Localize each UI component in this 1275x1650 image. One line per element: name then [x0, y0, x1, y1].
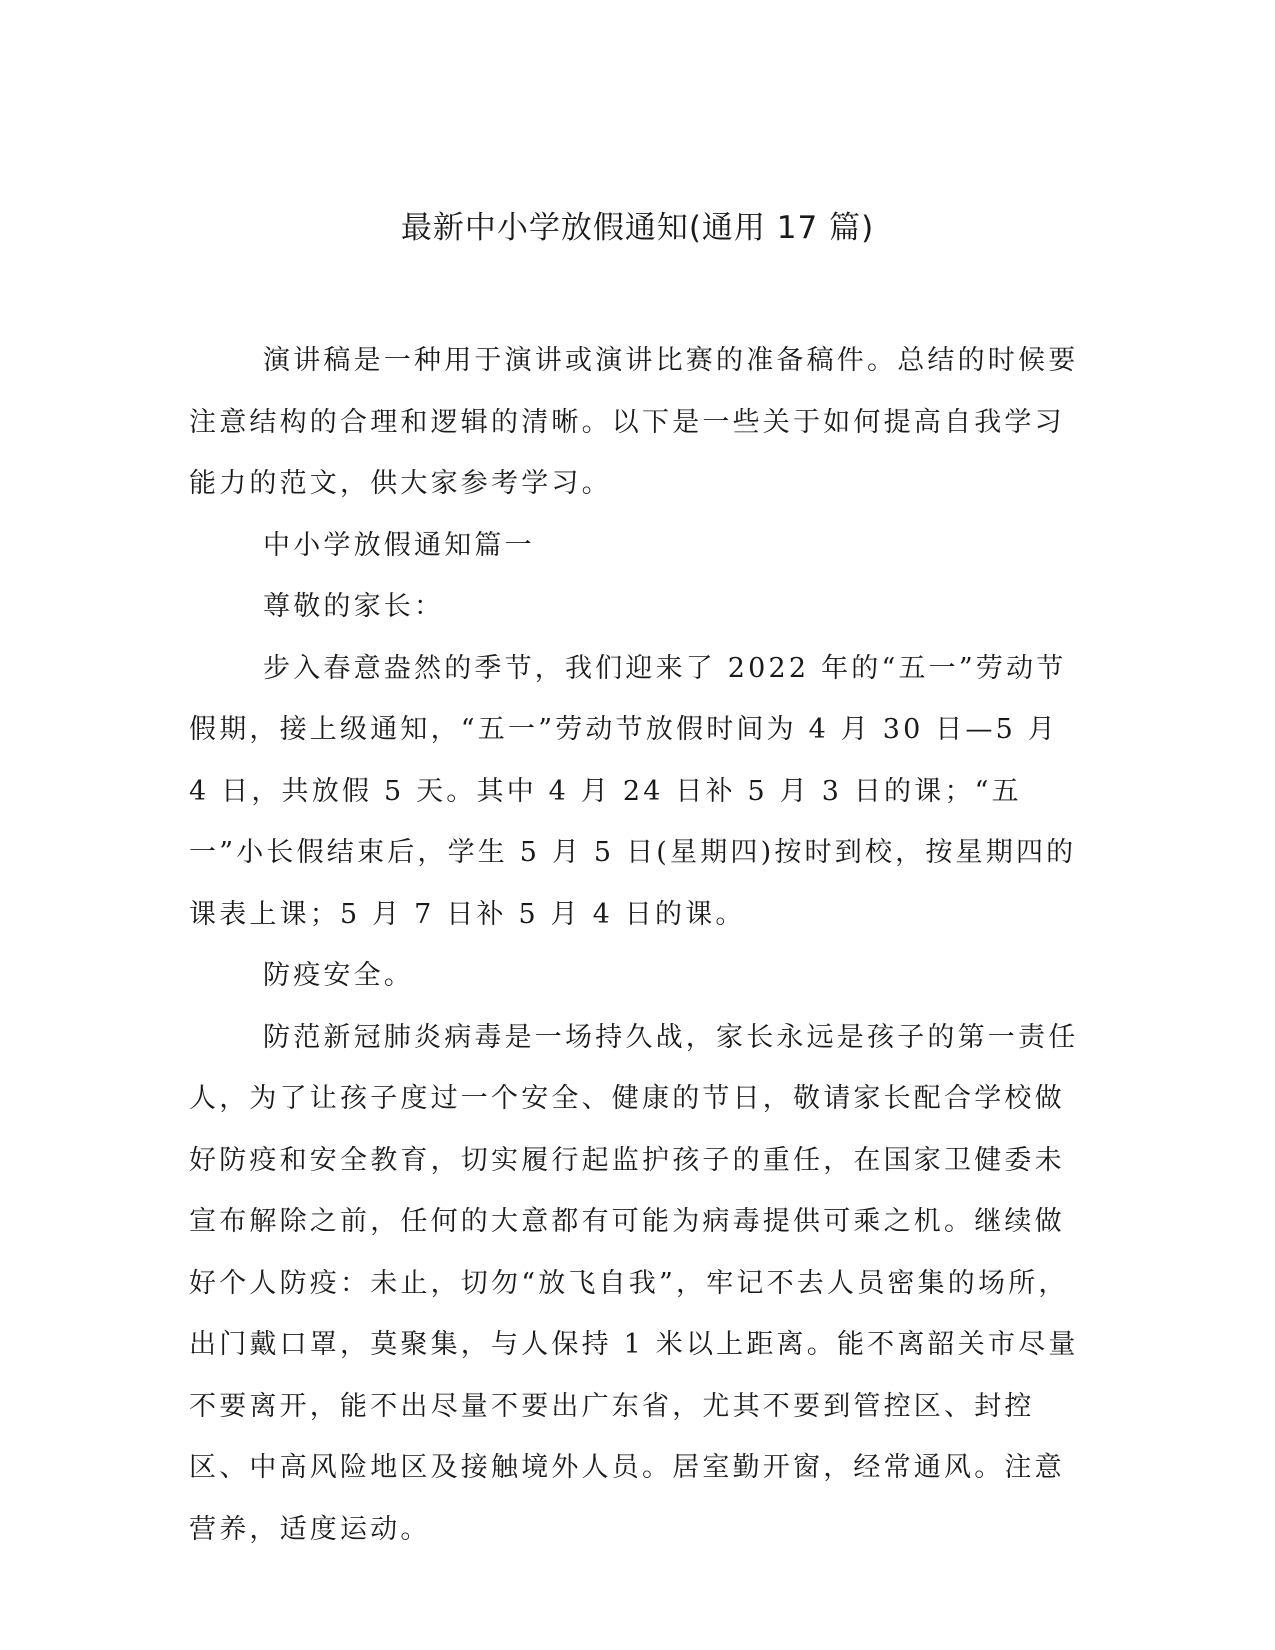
epidemic-prevention-paragraph: 防范新冠肺炎病毒是一场持久战，家长永远是孩子的第一责任人，为了让孩子度过一个安全、健康的节日，敬请家长配合学校做好防疫和安全教育，切实履行起监护孩子的重任，在国家卫健委未宣布解除之前，任何的大意都有可能为病毒提供可乘之机。继续做好个人防疫：未止，切勿“放飞自我”，牢记不去人员密集的场所，出门戴口罩，莫聚集，与人保持 1 米以上距离。能不离韶关市尽量不要离开，能不出尽量不要出广东省，尤其不要到管控区、封控区、中高风险地区及接触境外人员。居室勤开窗，经常通风。注意营养，适度运动。 — [189, 1021, 1079, 1545]
section-heading: 中小学放假通知篇一 — [263, 529, 535, 561]
subsection-heading: 防疫安全。 — [263, 960, 414, 991]
holiday-schedule-paragraph: 步入春意盎然的季节，我们迎来了 2022 年的“五一”劳动节假期，接上级通知，“五一”劳动节放假时间为 4 月 30 日—5 月 4 日，共放假 5 天。其中 4 月 24 日补 5 月 3 日的课；“五一”小长假结束后，学生 5 月 5 日(星期四)按时到校，按星期四的课表上课；5 月 7 日补 5 月 4 日的课。 — [189, 652, 1077, 930]
document-title: 最新中小学放假通知(通用 17 篇) — [400, 210, 875, 246]
salutation: 尊敬的家长： — [263, 591, 445, 622]
document-body — [189, 330, 1079, 1560]
intro-paragraph: 演讲稿是一种用于演讲或演讲比赛的准备稿件。总结的时候要注意结构的合理和逻辑的清晰。以下是一些关于如何提高自我学习能力的范文，供大家参考学习。 — [189, 345, 1079, 499]
